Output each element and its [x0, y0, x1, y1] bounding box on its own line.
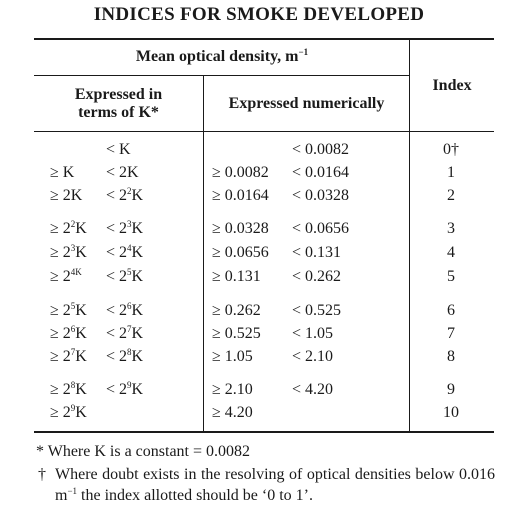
k-upper-bound: < $2^2K$ [106, 186, 144, 204]
index-column-header: Index [432, 77, 472, 94]
numeric-lower-bound: ≥ 0.262 [212, 302, 261, 319]
k-column-header-line1: Expressed in [74, 86, 163, 103]
k-lower-bound: ≥ $2^9K$ [50, 403, 87, 421]
mean-header-rule [34, 75, 410, 76]
k-lower-bound: ≥ 2K [50, 187, 83, 204]
index-value: 2 [447, 187, 455, 204]
index-value: 7 [447, 325, 455, 342]
k-upper-bound: < $2^7K$ [106, 324, 144, 342]
k-upper-bound: < $2^5K$ [106, 267, 144, 285]
mean-optical-density-unit-exponent: −1 [298, 47, 309, 57]
index-value: 1 [447, 164, 455, 181]
table-title: INDICES FOR SMOKE DEVELOPED [93, 4, 425, 25]
numeric-upper-bound: < 0.0656 [292, 220, 350, 237]
k-column-header [34, 86, 203, 122]
numeric-lower-bound: ≥ 2.10 [212, 381, 253, 398]
numeric-lower-bound: ≥ 0.525 [212, 325, 261, 342]
vertical-rule-index [409, 38, 410, 431]
k-upper-bound: < $2^3K$ [106, 219, 144, 237]
mean-optical-density-header [34, 48, 410, 66]
numeric-upper-bound: < 0.525 [292, 302, 342, 319]
numeric-upper-bound: < 2.10 [292, 348, 334, 365]
index-value: 4 [447, 244, 455, 261]
numeric-upper-bound: < 0.0328 [292, 187, 350, 204]
numeric-lower-bound: ≥ 0.0328 [212, 220, 269, 237]
footnote-dagger-text: Where doubt exists in the resolving of optical densities below 0.016 $m^{-1}$ the index allotted should be ‘0 to 1’. [55, 466, 495, 504]
top-rule [34, 38, 494, 40]
footnote-star [36, 441, 496, 462]
numeric-lower-bound: ≥ 4.20 [212, 404, 253, 421]
footnote-star-text: Where K is a constant = 0.0082 [47, 443, 251, 460]
index-value: 10 [443, 404, 459, 421]
numeric-lower-bound: ≥ 0.0082 [212, 164, 269, 181]
k-upper-bound: < 2K [106, 164, 139, 181]
numeric-column-header: Expressed numerically [228, 95, 385, 112]
k-lower-bound: ≥ $2^3K$ [50, 243, 87, 261]
footnote-dagger-mark: † [38, 466, 46, 483]
numeric-upper-bound: < 0.262 [292, 268, 342, 285]
mean-optical-density-text: Mean optical density, m [135, 48, 299, 65]
numeric-lower-bound: ≥ 0.0656 [212, 244, 269, 261]
index-value: 0† [443, 141, 459, 158]
index-value: 6 [447, 302, 455, 319]
footnote-dagger [36, 464, 496, 506]
vertical-rule-k [203, 75, 204, 431]
index-value: 5 [447, 268, 455, 285]
k-upper-bound: < K [106, 141, 131, 158]
k-lower-bound: ≥ $2^{4K}$ [50, 267, 82, 285]
k-upper-bound: < $2^8K$ [106, 347, 144, 365]
numeric-lower-bound: ≥ 1.05 [212, 348, 253, 365]
index-value: 8 [447, 348, 455, 365]
k-column-header-line2: terms of K* [78, 104, 159, 121]
k-upper-bound: < $2^6K$ [106, 301, 144, 319]
numeric-lower-bound: ≥ 0.131 [212, 268, 261, 285]
numeric-upper-bound: < 4.20 [292, 381, 334, 398]
numeric-upper-bound: < 0.131 [292, 244, 342, 261]
footnote-star-mark: * [36, 443, 44, 460]
k-upper-bound: < $2^4K$ [106, 243, 144, 261]
index-value: 3 [447, 220, 455, 237]
k-lower-bound: ≥ $2^2K$ [50, 219, 87, 237]
k-lower-bound: ≥ $2^8K$ [50, 380, 87, 398]
k-lower-bound: ≥ $2^6K$ [50, 324, 87, 342]
index-value: 9 [447, 381, 455, 398]
numeric-upper-bound: < 0.0164 [292, 164, 350, 181]
k-lower-bound: ≥ K [50, 164, 75, 181]
numeric-upper-bound: < 1.05 [292, 325, 334, 342]
bottom-rule [34, 431, 494, 433]
k-lower-bound: ≥ $2^7K$ [50, 347, 87, 365]
k-lower-bound: ≥ $2^5K$ [50, 301, 87, 319]
numeric-lower-bound: ≥ 0.0164 [212, 187, 269, 204]
numeric-upper-bound: < 0.0082 [292, 141, 350, 158]
header-bottom-rule [34, 131, 494, 132]
k-upper-bound: < $2^9K$ [106, 380, 144, 398]
